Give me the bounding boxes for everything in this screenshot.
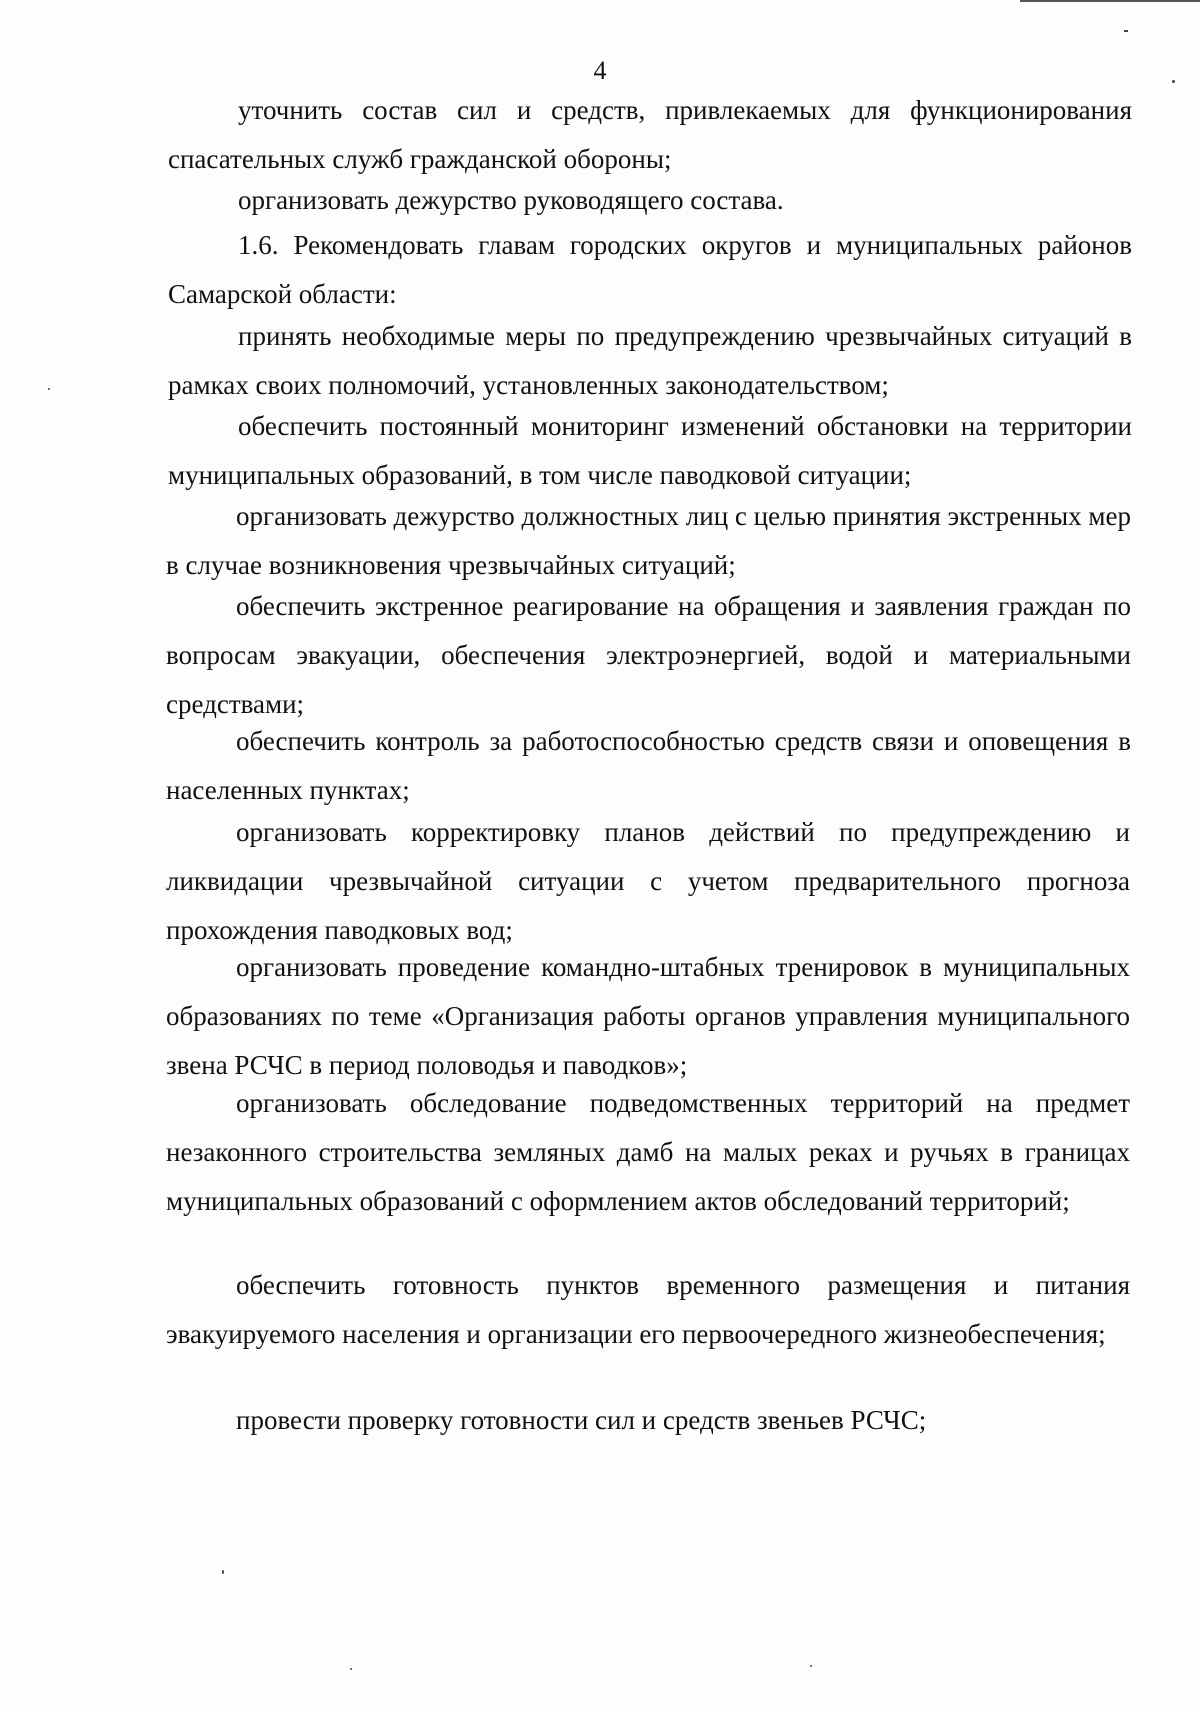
paragraph-4: принять необходимые меры по предупреждению чрезвычайных ситуаций в рамках своих полномочий, установленных законодательством; (168, 321, 1132, 400)
scan-speck (222, 1570, 224, 1574)
paragraph-3: 1.6. Рекомендовать главам городских округов и муниципальных районов Самарской области: (168, 230, 1132, 309)
paragraph-6: организовать дежурство должностных лиц с целью принятия экстренных мер в случае возникновения чрезвычайных ситуаций; (166, 501, 1131, 580)
paragraph-13: провести проверку готовности сил и средств звеньев РСЧС; (236, 1405, 927, 1435)
paragraph-1: уточнить состав сил и средств, привлекаемых для функционирования спасательных служб гражданской обороны; (168, 95, 1132, 174)
paragraph-8: обеспечить контроль за работоспособностью средств связи и оповещения в населенных пунктах; (166, 726, 1131, 805)
paragraph-12: обеспечить готовность пунктов временного размещения и питания эвакуируемого населения и организации его первоочередного жизнеобеспечения; (166, 1270, 1130, 1349)
paragraph-10: организовать проведение командно-штабных тренировок в муниципальных образованиях по теме «Организация работы органов управления муниципального звена РСЧС в период половодья и паводков»; (166, 952, 1130, 1080)
paragraph-2: организовать дежурство руководящего состава. (238, 185, 784, 215)
page-number: 4 (593, 56, 607, 85)
scan-speck (810, 1665, 812, 1667)
paragraph-11: организовать обследование подведомственных территорий на предмет незаконного строительства земляных дамб на малых реках и ручьях в границах муниципальных образований с оформлением актов обследований территорий; (166, 1088, 1130, 1216)
paragraph-5: обеспечить постоянный мониторинг изменений обстановки на территории муниципальных образований, в том числе паводковой ситуации; (168, 411, 1132, 490)
paragraph-7: обеспечить экстренное реагирование на обращения и заявления граждан по вопросам эвакуации, обеспечения электроэнергией, водой и материальными средствами; (166, 591, 1131, 719)
scan-edge-line (1020, 0, 1200, 2)
scan-speck (350, 1668, 352, 1670)
scan-speck (48, 388, 50, 390)
paragraph-9: организовать корректировку планов действий по предупреждению и ликвидации чрезвычайной ситуации с учетом предварительного прогноза прохождения паводковых вод; (166, 817, 1130, 945)
scan-speck (1172, 80, 1175, 83)
scan-speck (1124, 30, 1128, 32)
